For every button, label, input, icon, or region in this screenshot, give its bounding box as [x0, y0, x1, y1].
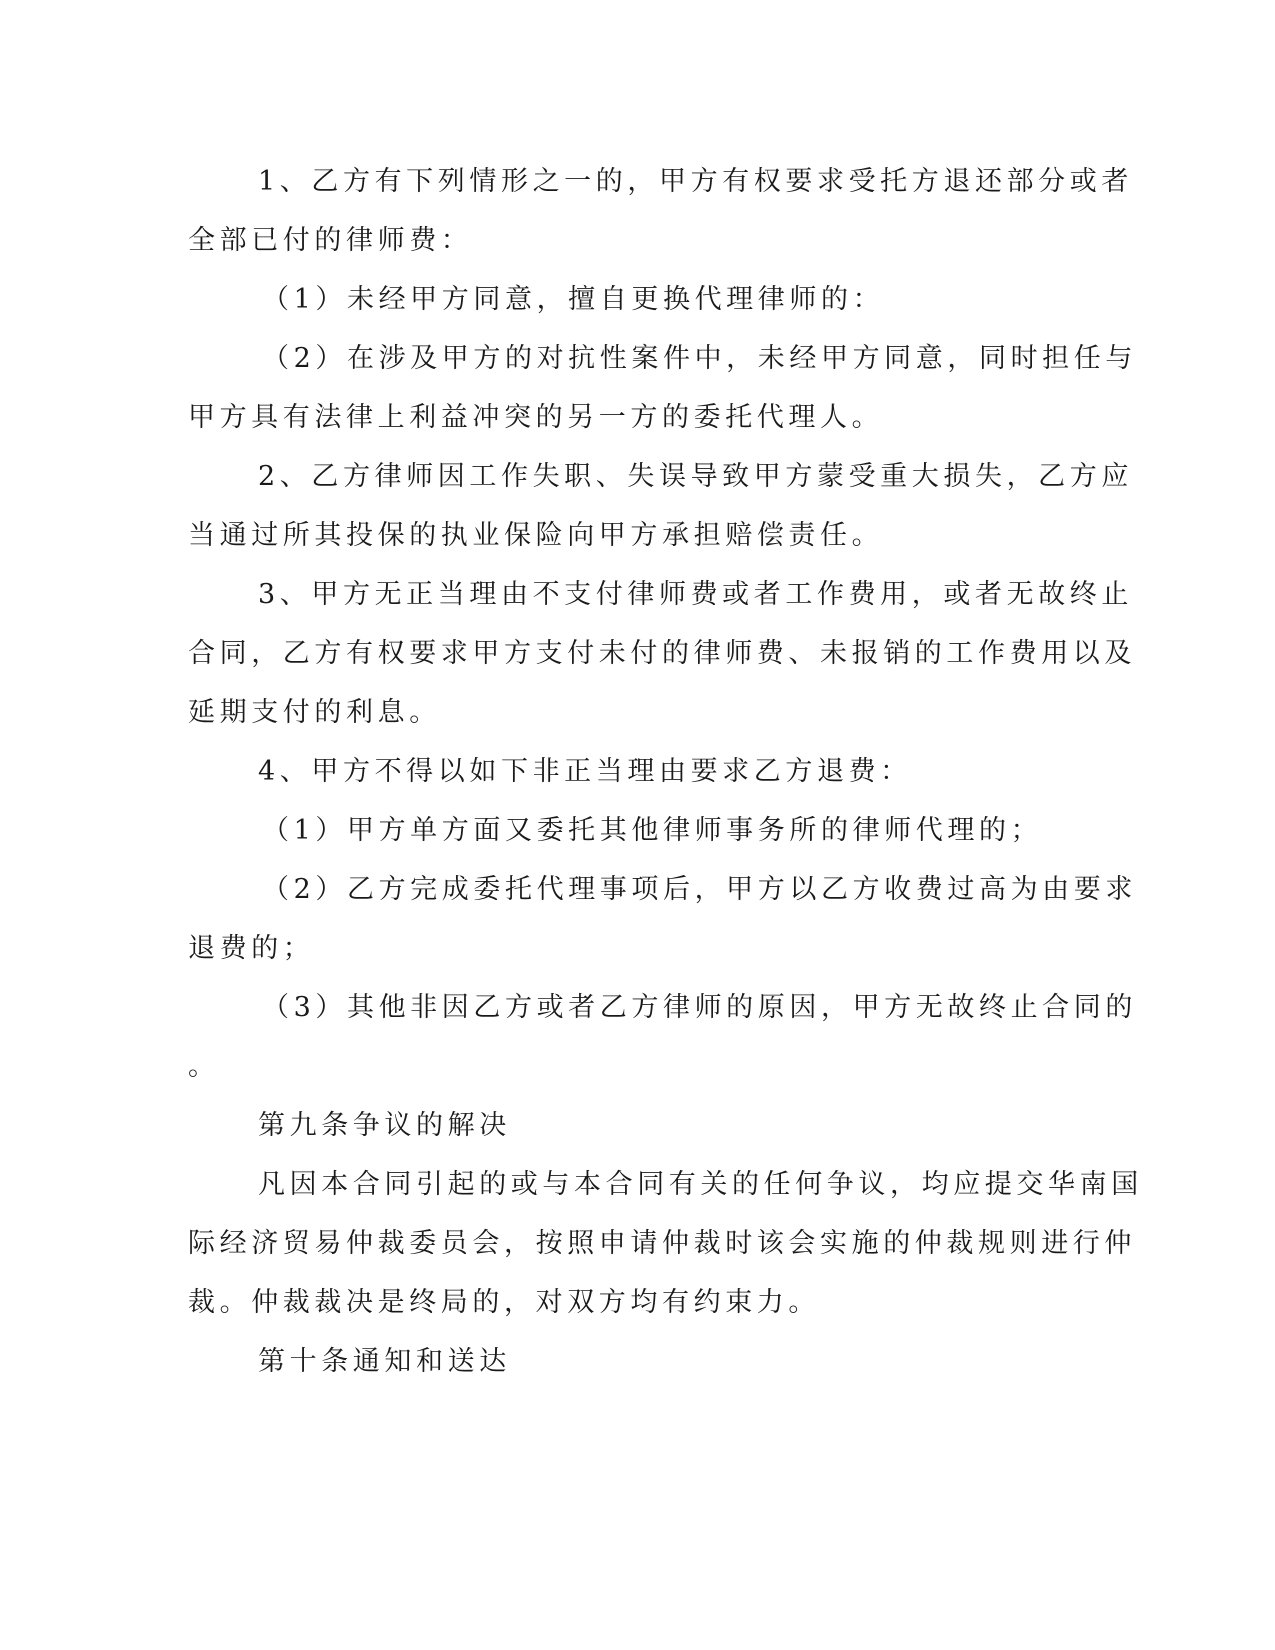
clause-4-item-1: （1）甲方单方面又委托其他律师事务所的律师代理的； — [262, 815, 1043, 846]
article-9-heading: 第九条争议的解决 — [258, 1110, 511, 1141]
clause-1-line-1: 1、乙方有下列情形之一的，甲方有权要求受托方退还部分或者 — [258, 166, 1133, 197]
clause-3-line-1: 3、甲方无正当理由不支付律师费或者工作费用，或者无故终止 — [258, 579, 1133, 610]
article-10-heading: 第十条通知和送达 — [258, 1346, 511, 1377]
clause-3-line-2: 合同，乙方有权要求甲方支付未付的律师费、未报销的工作费用以及 — [188, 638, 1136, 669]
article-9-line-2: 际经济贸易仲裁委员会，按照申请仲裁时该会实施的仲裁规则进行仲 — [188, 1228, 1136, 1259]
clause-1-item-1: （1）未经甲方同意，擅自更换代理律师的： — [262, 284, 885, 315]
clause-4-item-2-line-1: （2）乙方完成委托代理事项后，甲方以乙方收费过高为由要求 — [262, 874, 1137, 905]
clause-4-item-2-line-2: 退费的； — [188, 933, 315, 964]
clause-4-item-3-line-2: 。 — [188, 1051, 220, 1082]
clause-2-line-2: 当通过所其投保的执业保险向甲方承担赔偿责任。 — [188, 520, 884, 551]
clause-4-item-3-line-1: （3）其他非因乙方或者乙方律师的原因，甲方无故终止合同的 — [262, 992, 1137, 1023]
clause-1-item-2-line-1: （2）在涉及甲方的对抗性案件中，未经甲方同意，同时担任与 — [262, 343, 1137, 374]
article-9-line-1: 凡因本合同引起的或与本合同有关的任何争议，均应提交华南国 — [258, 1169, 1143, 1200]
clause-3-line-3: 延期支付的利息。 — [188, 697, 441, 728]
article-9-line-3: 裁。仲裁裁决是终局的，对双方均有约束力。 — [188, 1287, 820, 1318]
clause-2-line-1: 2、乙方律师因工作失职、失误导致甲方蒙受重大损失，乙方应 — [258, 461, 1133, 492]
clause-1-line-2: 全部已付的律师费： — [188, 225, 473, 256]
clause-1-item-2-line-2: 甲方具有法律上利益冲突的另一方的委托代理人。 — [188, 402, 884, 433]
clause-4-line-1: 4、甲方不得以如下非正当理由要求乙方退费： — [258, 756, 912, 787]
